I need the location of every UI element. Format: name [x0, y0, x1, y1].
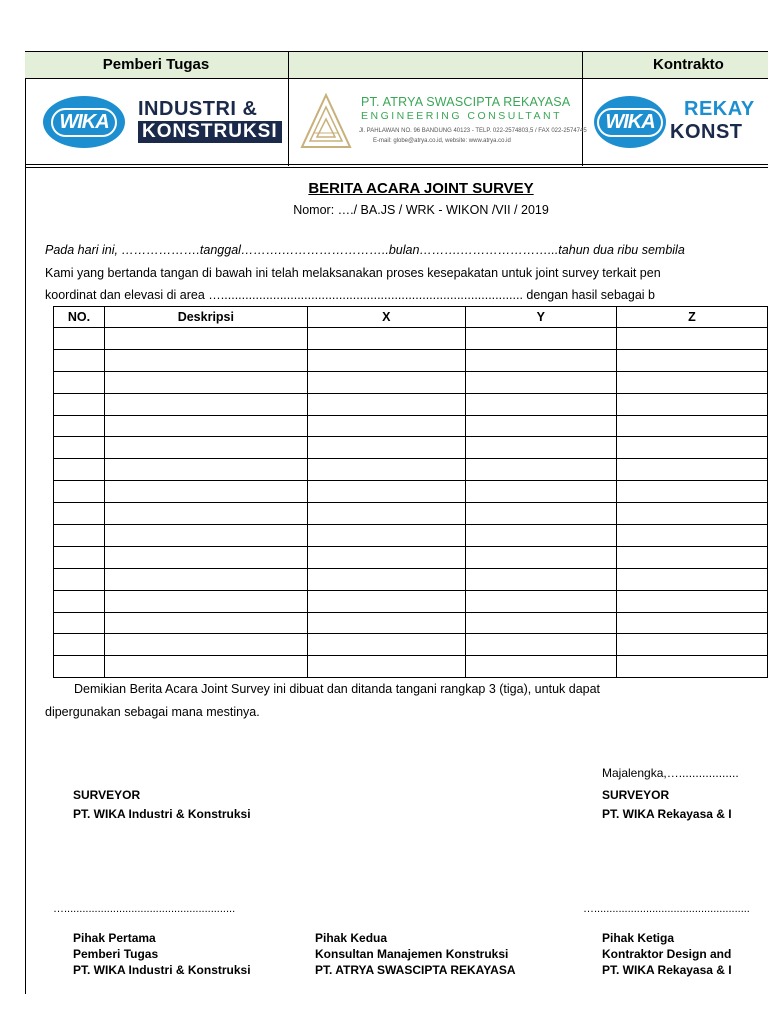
table-cell — [54, 393, 105, 415]
table-cell — [307, 349, 465, 371]
table-cell — [616, 546, 767, 568]
table-cell — [465, 481, 616, 503]
header-bottom-line — [25, 164, 768, 165]
table-row — [54, 546, 768, 568]
table-cell — [54, 481, 105, 503]
table-row — [54, 481, 768, 503]
table-row — [54, 371, 768, 393]
table-cell — [465, 503, 616, 525]
col-header-z: Z — [616, 307, 767, 328]
table-cell — [104, 590, 307, 612]
table-cell — [616, 349, 767, 371]
table-row — [54, 459, 768, 481]
table-cell — [307, 393, 465, 415]
table-cell — [104, 371, 307, 393]
table-row — [54, 415, 768, 437]
table-row — [54, 328, 768, 350]
table-cell — [616, 568, 767, 590]
table-cell — [307, 568, 465, 590]
pihak-pertama-role: Pemberi Tugas — [73, 947, 159, 961]
place-date: Majalengka,….................. — [602, 766, 739, 780]
document-title: BERITA ACARA JOINT SURVEY — [308, 180, 534, 197]
table-cell — [616, 371, 767, 393]
wika-logo-right: WIKA — [594, 96, 666, 148]
header-band — [25, 51, 768, 79]
logo-right-line2: KONST — [670, 121, 743, 143]
table-cell — [54, 590, 105, 612]
pihak-ketiga-label: Pihak Ketiga — [602, 931, 675, 945]
table-row — [54, 525, 768, 547]
table-cell — [54, 459, 105, 481]
col-header-no: NO. — [54, 307, 105, 328]
table-cell — [616, 634, 767, 656]
table-cell — [307, 371, 465, 393]
table-cell — [307, 656, 465, 678]
table-cell — [616, 459, 767, 481]
table-cell — [307, 503, 465, 525]
table-cell — [616, 656, 767, 678]
table-cell — [104, 393, 307, 415]
signature-line-right: …................................................... — [583, 903, 750, 915]
table-cell — [104, 415, 307, 437]
atrya-triangle-logo — [300, 93, 352, 149]
table-row — [54, 393, 768, 415]
col-header-x: X — [307, 307, 465, 328]
table-cell — [54, 568, 105, 590]
table-cell — [104, 481, 307, 503]
table-cell — [465, 525, 616, 547]
header-left-title: Pemberi Tugas — [102, 56, 210, 73]
surveyor-right-company: PT. WIKA Rekayasa & I — [602, 807, 732, 821]
table-cell — [465, 349, 616, 371]
closing-line1: Demikian Berita Acara Joint Survey ini dibuat dan ditanda tangani rangkap 3 (tiga), untuk dapat — [74, 682, 601, 696]
table-cell — [307, 328, 465, 350]
surveyor-left-company: PT. WIKA Industri & Konstruksi — [73, 807, 251, 821]
table-row — [54, 590, 768, 612]
opening-paragraph-line3: koordinat dan elevasi di area …....................................................................................... dengan hasil sebagai b — [45, 288, 655, 302]
table-cell — [465, 634, 616, 656]
pihak-kedua-company: PT. ATRYA SWASCIPTA REKAYASA — [315, 963, 516, 977]
table-cell — [307, 415, 465, 437]
header-divider-2 — [582, 51, 583, 166]
table-cell — [54, 525, 105, 547]
table-cell — [465, 415, 616, 437]
pihak-kedua-label: Pihak Kedua — [315, 931, 388, 945]
table-cell — [54, 415, 105, 437]
table-row — [54, 349, 768, 371]
table-cell — [307, 546, 465, 568]
table-cell — [54, 634, 105, 656]
table-cell — [616, 437, 767, 459]
opening-paragraph-line1: Pada hari ini, ……………….tanggal……….……………………..bulan……….…………………...tahun dua ribu sembila — [45, 243, 685, 257]
table-cell — [616, 525, 767, 547]
table-cell — [465, 459, 616, 481]
table-cell — [465, 656, 616, 678]
table-cell — [307, 590, 465, 612]
logo-right-line1: REKAY — [684, 98, 755, 120]
document-number: Nomor: …./ BA.JS / WRK - WIKON /VII / 2019 — [293, 203, 549, 217]
pihak-ketiga-role: Kontraktor Design and — [602, 947, 732, 961]
table-header-row — [54, 307, 768, 328]
table-cell — [104, 437, 307, 459]
atrya-address: Jl. PAHLAWAN NO. 96 BANDUNG 40123 - TELP. 022-2574803,5 / FAX 022-2574745 — [359, 128, 587, 134]
table-cell — [465, 437, 616, 459]
table-cell — [54, 656, 105, 678]
surveyor-left-role: SURVEYOR — [73, 788, 141, 802]
table-cell — [307, 459, 465, 481]
table-cell — [616, 415, 767, 437]
table-cell — [307, 525, 465, 547]
table-cell — [104, 525, 307, 547]
table-cell — [307, 612, 465, 634]
table-cell — [616, 590, 767, 612]
table-cell — [465, 590, 616, 612]
table-cell — [54, 503, 105, 525]
logo-left-line1: INDUSTRI & — [138, 98, 258, 120]
table-row — [54, 568, 768, 590]
table-cell — [465, 568, 616, 590]
table-cell — [307, 437, 465, 459]
table-cell — [465, 393, 616, 415]
table-cell — [616, 328, 767, 350]
table-cell — [104, 656, 307, 678]
header-right-title: Kontrakto — [653, 56, 724, 73]
table-cell — [54, 349, 105, 371]
header-divider-1 — [288, 51, 289, 166]
table-row — [54, 437, 768, 459]
table-row — [54, 656, 768, 678]
table-cell — [465, 371, 616, 393]
atrya-email: E-mail: globe@atrya.co.id, website: www.atrya.co.id — [373, 138, 511, 144]
logo-left-line2: KONSTRUKSI — [138, 121, 282, 143]
table-cell — [104, 349, 307, 371]
pihak-pertama-label: Pihak Pertama — [73, 931, 156, 945]
table-cell — [616, 481, 767, 503]
table-cell — [104, 634, 307, 656]
table-row — [54, 612, 768, 634]
table-row — [54, 503, 768, 525]
surveyor-right-role: SURVEYOR — [602, 788, 670, 802]
signature-line-left: …........................................................ — [53, 903, 236, 915]
closing-line2: dipergunakan sebagai mana mestinya. — [45, 705, 260, 719]
col-header-deskripsi: Deskripsi — [104, 307, 307, 328]
table-cell — [104, 328, 307, 350]
table-cell — [616, 503, 767, 525]
table-cell — [616, 393, 767, 415]
table-cell — [104, 546, 307, 568]
table-cell — [616, 612, 767, 634]
table-cell — [104, 612, 307, 634]
atrya-company-name: PT. ATRYA SWASCIPTA REKAYASA — [361, 95, 571, 109]
table-cell — [465, 328, 616, 350]
table-cell — [465, 546, 616, 568]
col-header-y: Y — [465, 307, 616, 328]
table-cell — [465, 612, 616, 634]
table-cell — [104, 503, 307, 525]
table-row — [54, 634, 768, 656]
opening-paragraph-line2: Kami yang bertanda tangan di bawah ini telah melaksanakan proses kesepakatan untuk joint survey terkait pen — [45, 266, 661, 280]
table-cell — [307, 634, 465, 656]
table-cell — [54, 546, 105, 568]
survey-table — [53, 306, 768, 678]
table-cell — [54, 612, 105, 634]
table-cell — [54, 328, 105, 350]
table-cell — [307, 481, 465, 503]
pihak-ketiga-company: PT. WIKA Rekayasa & I — [602, 963, 732, 977]
header-bottom-line-2 — [25, 167, 768, 168]
pihak-pertama-company: PT. WIKA Industri & Konstruksi — [73, 963, 251, 977]
table-cell — [54, 371, 105, 393]
table-cell — [54, 437, 105, 459]
pihak-kedua-role: Konsultan Manajemen Konstruksi — [315, 947, 509, 961]
wika-logo-left: WIKA — [43, 96, 125, 148]
table-cell — [104, 568, 307, 590]
atrya-tagline: ENGINEERING CONSULTANT — [361, 110, 563, 122]
table-cell — [104, 459, 307, 481]
